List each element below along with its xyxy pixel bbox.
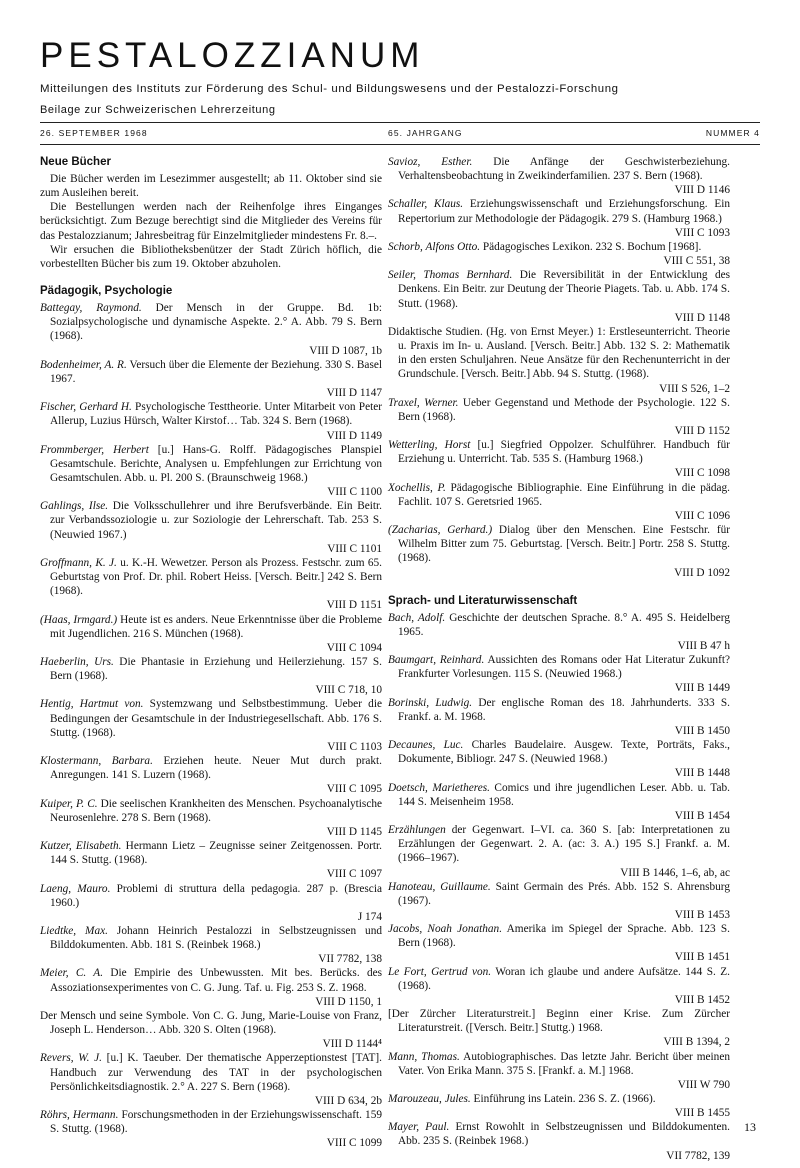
book-author: Savioz, Esther.: [388, 156, 473, 168]
book-entry: [40, 924, 382, 966]
book-author: Hentig, Hartmut von.: [40, 698, 144, 711]
book-author: (Haas, Irmgard.): [40, 613, 118, 626]
shelf-mark: VIII D 1145: [326, 825, 382, 838]
book-entry: [40, 655, 382, 697]
issue-number: NUMMER 4: [705, 128, 760, 138]
shelf-mark: VIII C 1101: [327, 542, 382, 555]
shelf-mark: VIII D 1152: [674, 424, 730, 437]
book-entry: [40, 499, 382, 556]
book-author: Xochellis, P.: [388, 481, 446, 494]
book-author: Bodenheimer, A. R.: [40, 358, 127, 371]
book-description: Pädagogische Bibliographie. Eine Einführung in die pädag. Fachlit. 107 S. Geretsried 1965.: [398, 481, 730, 508]
book-author: (Zacharias, Gerhard.): [388, 524, 493, 537]
book-description: der Gegenwart. I–VI. ca. 360 S. [ab: Interpretationen zu Erzählungen der Gegenwart. 2. A. (ac: 3. A.) 195 S.] Frankf. a. M. (1966–1967).: [398, 824, 730, 865]
book-author: Schorb, Alfons Otto.: [388, 240, 481, 253]
book-description: Hermann Lietz – Zeugnisse seiner Zeitgenossen. Portr. 144 S. Stuttg. (1968).: [50, 840, 382, 867]
shelf-mark: VIII B 1450: [674, 724, 730, 737]
book-description: Heute ist es anders. Neue Erkenntnisse über die Probleme mit Jugendlichen. 216 S. München (1968).: [50, 613, 382, 640]
book-entry: [40, 358, 382, 400]
page-number: 13: [744, 1120, 756, 1134]
shelf-mark: VIII C 1099: [326, 1137, 382, 1150]
book-description: [u.] Siegfried Oppolzer. Schulführer. Handbuch für Erziehung u. Unterricht. Tab. 535 S. (Hamburg 1968.): [398, 439, 730, 466]
notice-paragraph: Die Bestellungen werden nach der Reihenfolge ihres Einganges berücksichtigt. Zum Bezuge berechtigt sind die Mitglieder des Vereins für das Pestalozzianum; Jahresbeitrag für Einzelmitglieder mindestens Fr. 8.–.: [40, 201, 382, 242]
book-entry: [388, 268, 730, 325]
book-entry: [388, 1007, 730, 1049]
shelf-mark: VIII C 1097: [326, 868, 382, 881]
journal-subtitle: Mitteilungen des Instituts zur Förderung des Schul- und Bildungswesens und der Pestalozzi-Forschung: [40, 83, 619, 95]
book-author: Traxel, Werner.: [388, 396, 459, 409]
book-description: Dialog über den Menschen. Eine Festschr. für Wilhelm Bitter zum 75. Geburtstag. [Versch. Beitr.] Portr. 258 S. Stuttg. (1968).: [398, 524, 730, 565]
shelf-mark: VIII D 1150, 1: [315, 995, 382, 1008]
right-column: [388, 155, 730, 1163]
book-entry: [40, 882, 382, 924]
shelf-mark: VIII B 1455: [674, 1107, 730, 1120]
shelf-mark: VIII B 1449: [674, 682, 730, 695]
shelf-mark: VIII C 1098: [674, 467, 730, 480]
shelf-mark: VIII B 1446, 1–6, ab, ac: [620, 866, 730, 879]
book-description: Woran ich glaube und andere Aufsätze. 144 S. Z. (1968).: [398, 965, 730, 992]
book-entry: [40, 301, 382, 358]
book-description: Systemzwang und Selbstbestimmung. Ueber die Bedingungen der Gesamtschule in der Industriegesellschaft. Abb. 176 S. Stuttg. (1968).: [50, 698, 382, 739]
book-description: Saint Germain des Prés. Abb. 152 S. Ahrensburg (1967).: [398, 880, 730, 907]
book-entry: [388, 611, 730, 653]
book-entry: [388, 438, 730, 480]
journal-title: PESTALOZZIANUM: [40, 36, 425, 75]
book-description: Erziehen heute. Neuer Mut durch prakt. Anregungen. 141 S. Luzern (1968).: [50, 755, 382, 782]
notice-paragraph: Die Bücher werden im Lesezimmer ausgestellt; ab 11. Oktober sind sie zum Ausleihen bereit.: [40, 173, 382, 200]
section-heading: Pädagogik, Psychologie: [40, 285, 173, 298]
shelf-mark: VIII C 551, 38: [663, 255, 730, 268]
book-author: Klostermann, Barbara.: [40, 755, 153, 768]
book-author: Le Fort, Gertrud von.: [388, 965, 492, 978]
book-entry: [40, 1108, 382, 1150]
book-entry: [40, 966, 382, 1008]
book-author: Kuiper, P. C.: [40, 797, 98, 810]
book-author: Mann, Thomas.: [388, 1050, 460, 1063]
book-entry: [388, 481, 730, 523]
book-entry: [40, 697, 382, 754]
book-description: Charles Baudelaire. Ausgew. Texte, Porträts, Faks., Dokumente, Bibliogr. 247 S. (Neuwied 1968.): [398, 739, 730, 766]
book-description: u. K.-H. Wewetzer. Person als Prozess. Festschr. zum 65. Geburtstag von Prof. Dr. phil. Robert Heiss. [Versch. Beitr.] 242 S. Bern (1968).: [50, 556, 382, 598]
shelf-mark: VIII C 1100: [327, 486, 382, 499]
book-description: Geschichte der deutschen Sprache. 8.° A. 495 S. Heidelberg 1965.: [398, 611, 730, 638]
book-author: Hanoteau, Guillaume.: [388, 880, 491, 893]
book-entry: [40, 1051, 382, 1108]
shelf-mark: VII 7782, 138: [318, 953, 382, 966]
masthead: [40, 38, 760, 116]
shelf-mark: VIII D 1151: [326, 599, 382, 612]
shelf-mark: VIII B 1452: [674, 993, 730, 1006]
left-column: [40, 155, 382, 1150]
book-description: [u.] K. Taeuber. Der thematische Apperzeptionstest [TAT]. Handbuch zur Verwendung des TAT in der psychologischen Persönlichkeitsdiagnostik. 2.° A. 227 S. Bern (1968).: [50, 1052, 382, 1093]
book-author: Wetterling, Horst: [388, 439, 471, 452]
book-description: Ueber Gegenstand und Methode der Psychologie. 122 S. Bern (1968).: [398, 396, 730, 423]
shelf-mark: VIII D 1148: [674, 311, 730, 324]
book-description: Problemi di struttura della pedagogia. 287 p. (Brescia 1960.): [50, 882, 382, 909]
book-entry: [388, 1120, 730, 1162]
book-description: Comics und ihre jugendlichen Leser. Abb. u. Tab. 144 S. Meisenheim 1958.: [398, 781, 730, 808]
book-author: Kutzer, Elisabeth.: [40, 840, 122, 853]
book-description: Einführung ins Latein. 236 S. Z. (1966).: [470, 1093, 656, 1105]
book-entry: [40, 613, 382, 655]
book-author: Erzählungen: [388, 824, 446, 837]
book-description: Die Phantasie in Erziehung und Heilerziehung. 157 S. Bern (1968).: [50, 656, 383, 683]
shelf-mark: VIII D 1144⁴: [322, 1038, 382, 1051]
shelf-mark: VIII B 1453: [674, 908, 730, 921]
book-author: Mayer, Paul.: [388, 1121, 450, 1134]
book-description: [u.] Hans-G. Rolff. Pädagogisches Planspiel Gesamtschule. Berichte, Analysen u. Empfehlungen zur Errichtung von Gesamtschulen. Abb. u. Pl. 200 S. (Braunschweig 1968.): [50, 443, 382, 484]
book-entry: [40, 754, 382, 796]
shelf-mark: VIII D 1092: [674, 566, 730, 579]
book-author: Bach, Adolf.: [388, 611, 446, 624]
book-entry: [388, 653, 730, 695]
book-author: Haeberlin, Urs.: [40, 656, 114, 668]
book-author: Fischer, Gerhard H.: [40, 401, 132, 414]
book-entry: [388, 325, 730, 396]
book-author: Seiler, Thomas Bernhard.: [388, 269, 513, 282]
shelf-mark: VIII C 1103: [327, 740, 382, 753]
book-author: Doetsch, Marietheres.: [388, 781, 490, 794]
book-author: Baumgart, Reinhard.: [388, 654, 485, 667]
shelf-mark: VIII D 1146: [674, 184, 730, 197]
book-author: Röhrs, Hermann.: [40, 1109, 119, 1121]
book-description: Versuch über die Elemente der Beziehung. 330 S. Basel 1967.: [50, 358, 382, 385]
shelf-mark: VIII B 1394, 2: [663, 1036, 730, 1049]
section-heading: Neue Bücher: [40, 156, 111, 168]
book-entry: [388, 880, 730, 922]
book-author: Schaller, Klaus.: [388, 198, 464, 211]
shelf-mark: VIII C 718, 10: [315, 684, 382, 697]
book-description: Die Empirie des Unbewussten. Mit bes. Berücks. des Assoziationsexperimentes von C. G. Jung. Taf. u. Fig. 253 S. Z. 1968.: [50, 967, 382, 994]
book-entry: [40, 556, 382, 613]
book-author: Decaunes, Luc.: [388, 739, 464, 752]
book-description: Der Mensch in der Gruppe. Bd. 1b: Sozialpsychologische und dynamische Aspekte. 2.° A. Abb. 79 S. Bern (1968).: [50, 302, 382, 343]
book-description: Psychologische Testtheorie. Unter Mitarbeit von Peter Allerup, Luzius Hürsch, Walter Kirstof… Tab. 324 S. Bern (1968).: [50, 401, 383, 428]
book-entry: [388, 823, 730, 880]
shelf-mark: VIII C 1096: [674, 509, 730, 522]
header-rule-bottom: [40, 144, 760, 145]
shelf-mark: VIII B 47 h: [677, 640, 730, 652]
book-author: Revers, W. J.: [40, 1052, 102, 1065]
book-entry: [40, 797, 382, 839]
book-author: Laeng, Mauro.: [40, 882, 111, 895]
shelf-mark: VIII D 1087, 1b: [309, 344, 382, 357]
notice-paragraph: Wir ersuchen die Bibliotheksbenützer der Stadt Zürich höflich, die vorbestellten Bücher bis zum 19. Oktober abzuholen.: [40, 243, 382, 270]
shelf-mark: VIII C 1093: [674, 226, 730, 239]
book-description: Autobiographisches. Das letzte Jahr. Bericht über meinen Vater. Von Erika Mann. 375 S. [Frankf. a. M.] 1968.: [398, 1050, 730, 1077]
book-author: Meier, C. A.: [40, 967, 104, 980]
book-entry: [388, 155, 730, 197]
book-description: Die seelischen Krankheiten des Menschen. Psychoanalytische Neurosenlehre. 278 S. Bern (1968).: [50, 797, 382, 824]
shelf-mark: VIII D 1147: [326, 387, 382, 400]
book-author: Battegay, Raymond.: [40, 302, 142, 315]
book-description: Erziehungswissenschaft und Erziehungsforschung. Ein Repertorium zur Methodologie der Pädagogik. 279 S. (Hamburg 1968.): [398, 198, 731, 225]
book-entry: [388, 696, 730, 738]
shelf-mark: VIII S 526, 1–2: [659, 382, 730, 395]
shelf-mark: J 174: [357, 910, 382, 923]
book-entry: [388, 197, 730, 239]
book-description: Amerika im Spiegel der Sprache. Abb. 123 S. Bern (1968).: [398, 923, 730, 950]
shelf-mark: VIII C 1095: [326, 783, 382, 796]
shelf-mark: VIII D 634, 2b: [314, 1094, 382, 1107]
book-entry: [388, 738, 730, 780]
book-author: Borinski, Ludwig.: [388, 696, 473, 709]
header-rule-top: [40, 122, 760, 123]
book-author: Liedtke, Max.: [40, 924, 108, 937]
shelf-mark: VIII D 1149: [326, 429, 382, 442]
book-entry: [40, 1009, 382, 1051]
journal-supplement-line: Beilage zur Schweizerischen Lehrerzeitung: [40, 104, 276, 116]
shelf-mark: VIII B 1451: [674, 951, 730, 964]
book-entry: [40, 400, 382, 442]
book-description: Die Anfänge der Geschwisterbeziehung. Verhaltensbeobachtung in Zweikinderfamilien. 237 S. Bern (1968).: [398, 156, 730, 183]
book-entry: [388, 523, 730, 580]
book-description: Forschungsmethoden in der Erziehungswissenschaft. 159 S. Stuttg. (1968).: [50, 1109, 382, 1136]
book-description: Johann Heinrich Pestalozzi in Selbstzeugnissen und Bilddokumenten. Abb. 181 S. (Reinbek 1968.): [50, 924, 383, 952]
issue-volume: 65. JAHRGANG: [388, 128, 463, 138]
book-entry: [388, 922, 730, 964]
shelf-mark: VIII W 790: [677, 1078, 730, 1091]
shelf-mark: VIII B 1448: [674, 767, 730, 780]
book-description: Der Mensch und seine Symbole. Von C. G. Jung, Marie-Louise von Franz, Joseph L. Henderson… Abb. 320 S. Olten (1968).: [40, 1009, 382, 1037]
book-description: Die Volksschullehrer und ihre Berufsverbände. Ein Beitr. zur Verbandssoziologie u. zur Soziologie der Lehrerschaft. Tab. 253 S. (Neuwied 1967.): [50, 500, 382, 541]
book-entry: [388, 240, 730, 268]
book-author: Jacobs, Noah Jonathan.: [388, 923, 503, 936]
issue-date: 26. SEPTEMBER 1968: [40, 128, 148, 138]
book-entry: [388, 1050, 730, 1092]
book-description: Aussichten des Romans oder Hat Literatur Zukunft? Frankfurter Vorlesungen. 115 S. (Neuwied 1968.): [398, 654, 730, 681]
section-heading: Sprach- und Literaturwissenschaft: [388, 594, 578, 607]
book-description: Der englische Roman des 18. Jahrhunderts. 333 S. Frankf. a. M. 1968.: [398, 696, 731, 723]
issue-info-bar: [40, 128, 760, 142]
book-entry: [388, 396, 730, 438]
book-description: Ernst Rowohlt in Selbstzeugnissen und Bilddokumenten. Abb. 235 S. (Reinbek 1968.): [398, 1121, 730, 1148]
book-author: Frommberger, Herbert: [40, 443, 149, 456]
book-author: Gahlings, Ilse.: [40, 500, 109, 513]
book-description: Die Reversibilität in der Entwicklung des Denkens. Ein Beitr. zur Deutung der Theorie Piagets. Tab. u. Abb. 174 S. Stutt. (1968).: [398, 269, 730, 310]
book-description: Pädagogisches Lexikon. 232 S. Bochum [1968].: [480, 240, 702, 253]
shelf-mark: VIII B 1454: [674, 809, 730, 822]
shelf-mark: VIII C 1094: [326, 641, 382, 654]
book-entry: [388, 965, 730, 1007]
book-entry: [40, 839, 382, 881]
book-description: [Der Zürcher Literaturstreit.] Beginn einer Krise. Zum Zürcher Literaturstreit. ([Versch. Beitr.] Stuttg.) 1968.: [388, 1008, 730, 1035]
book-entry: [388, 1092, 730, 1120]
book-author: Marouzeau, Jules.: [388, 1093, 471, 1105]
book-author: Groffmann, K. J.: [40, 556, 117, 569]
book-entry: [40, 443, 382, 500]
book-entry: [388, 781, 730, 823]
book-description: Didaktische Studien. (Hg. von Ernst Meyer.) 1: Erstleseunterricht. Theorie u. Praxis im In- u. Ausland. [Versch. Beitr.] Abb. 132 S. 2: Mathematik in den ersten Schuljahren. Neue Ansätze für den Rechenunterricht in der Grundschule. [Versch. Beitr.] Abb. 94 S. Stuttg. (1968).: [388, 325, 730, 381]
shelf-mark: VII 7782, 139: [666, 1149, 730, 1162]
